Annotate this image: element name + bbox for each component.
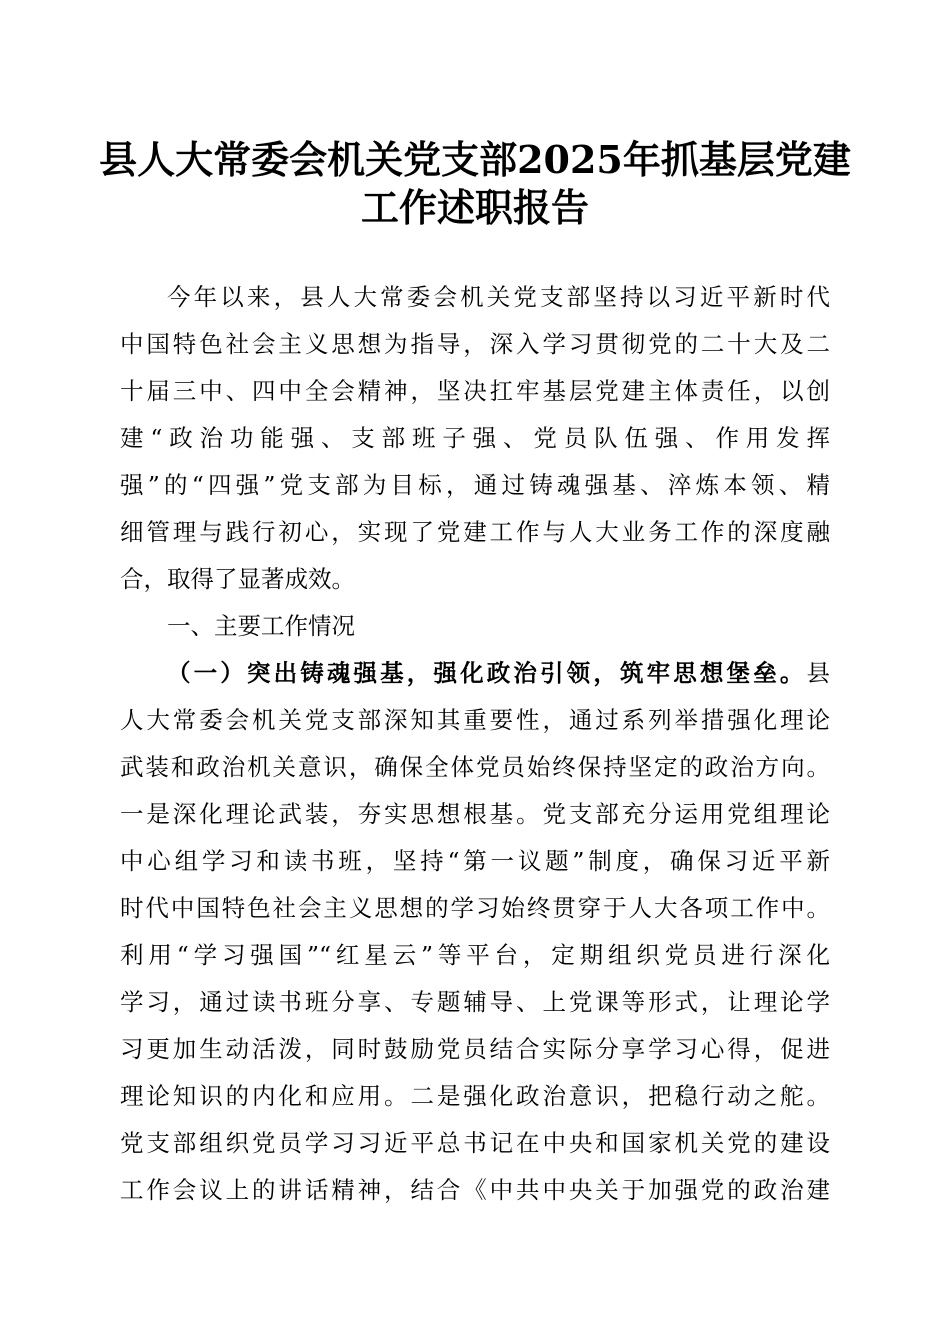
body-line-4: 中心组学习和读书班，坚持“第一议题”制度，确保习近平新 xyxy=(120,847,830,875)
intro-line-3: 十届三中、四中全会精神，坚决扛牢基层党建主体责任，以创 xyxy=(120,377,830,405)
intro-line-4: 建“政治功能强、支部班子强、党员队伍强、作用发挥 xyxy=(120,424,830,452)
document-title-line-2: 工作述职报告 xyxy=(360,185,589,230)
intro-line-2: 中国特色社会主义思想为指导，深入学习贯彻党的二十大及二 xyxy=(120,330,830,358)
body-line-7: 学习，通过读书班分享、专题辅导、上党课等形式，让理论学 xyxy=(120,988,830,1016)
body-line-3: 一是深化理论武装，夯实思想根基。党支部充分运用党组理论 xyxy=(120,800,830,828)
intro-line-1: 今年以来，县人大常委会机关党支部坚持以习近平新时代 xyxy=(167,283,830,311)
section-heading: 一、主要工作情况 xyxy=(167,612,355,640)
subsection-lead: （一）突出铸魂强基，强化政治引领，筑牢思想堡垒。 xyxy=(167,659,807,687)
body-line-11: 工作会议上的讲话精神，结合《中共中央关于加强党的政治建 xyxy=(120,1176,830,1204)
subsection-first-line xyxy=(167,650,830,697)
subsection-lead-tail: 县 xyxy=(806,659,830,687)
intro-line-6: 细管理与践行初心，实现了党建工作与人大业务工作的深度融 xyxy=(120,518,830,546)
body-line-2: 武装和政治机关意识，确保全体党员始终保持坚定的政治方向。 xyxy=(120,753,830,781)
intro-line-5: 强”的“四强”党支部为目标，通过铸魂强基、淬炼本领、精 xyxy=(120,471,830,499)
body-line-1: 人大常委会机关党支部深知其重要性，通过系列举措强化理论 xyxy=(120,706,830,734)
body-line-6: 利用“学习强国”“红星云”等平台，定期组织党员进行深化 xyxy=(120,941,830,969)
body-line-8: 习更加生动活泼，同时鼓励党员结合实际分享学习心得，促进 xyxy=(120,1035,830,1063)
body-line-9: 理论知识的内化和应用。二是强化政治意识，把稳行动之舵。 xyxy=(120,1082,830,1110)
body-line-10: 党支部组织党员学习习近平总书记在中央和国家机关党的建设 xyxy=(120,1129,830,1157)
intro-line-7: 合，取得了显著成效。 xyxy=(120,565,355,593)
document-title-line-1: 县人大常委会机关党支部2025年抓基层党建 xyxy=(99,137,851,182)
body-line-5: 时代中国特色社会主义思想的学习始终贯穿于人大各项工作中。 xyxy=(120,894,830,922)
